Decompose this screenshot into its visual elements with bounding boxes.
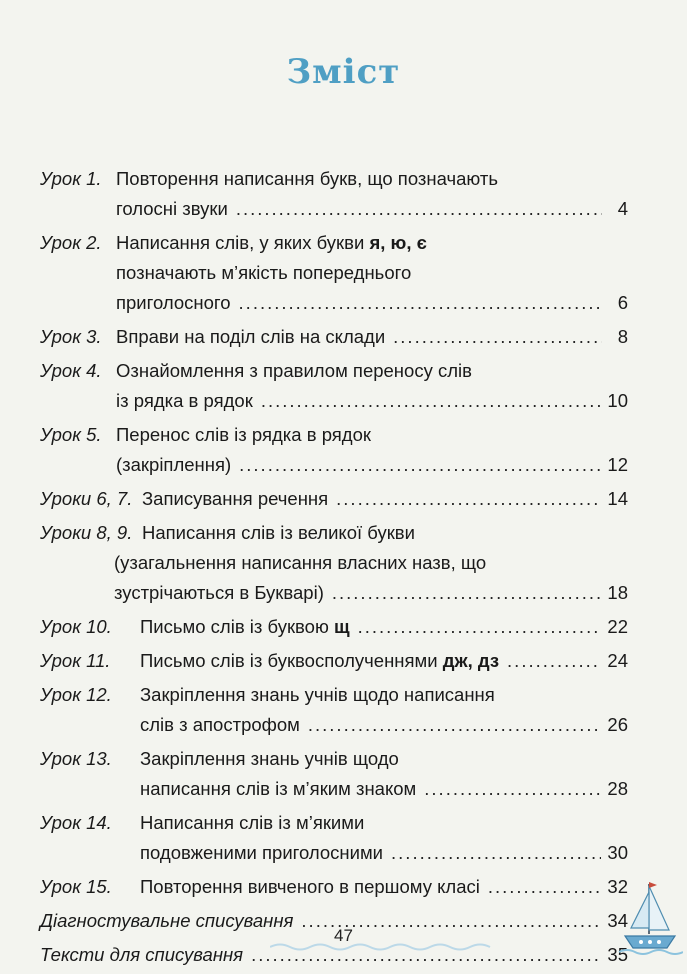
- toc-page-number: 24: [607, 650, 628, 671]
- toc-entry-line: Записування речення: [142, 488, 329, 509]
- dot-leader: [239, 450, 601, 480]
- toc-entry-label: Урок 13.: [40, 748, 112, 769]
- toc-entry-label: Урок 3.: [40, 326, 102, 347]
- toc-entry-label: Урок 15.: [40, 876, 112, 897]
- toc-page-number: 8: [617, 326, 628, 347]
- toc-entry: [40, 744, 628, 804]
- toc-entry-line: Перенос слів із рядка в рядок: [116, 424, 371, 445]
- toc-entry-line: позначають м’якість попереднього: [116, 262, 412, 283]
- toc-entry: [40, 808, 628, 868]
- toc-entry-line: Тексти для списування: [40, 944, 244, 965]
- toc-entry-label: Урок 14.: [40, 812, 112, 833]
- toc-entry-line: зустрічаються в Букварі): [114, 582, 324, 603]
- toc-bold-letters: я, ю, є: [369, 232, 427, 253]
- toc-entry: [40, 484, 628, 514]
- toc-page-number: 26: [607, 714, 628, 735]
- toc-entry-line: із рядка в рядок: [116, 390, 253, 411]
- toc-bold-letters: щ: [333, 616, 350, 637]
- toc-page-number: 6: [617, 292, 628, 313]
- dot-leader: [393, 322, 602, 352]
- toc-entry-line: Повторення вивченого в першому класі: [140, 876, 480, 897]
- toc-entry-label: Урок 2.: [40, 232, 102, 253]
- toc-page-number: 22: [607, 616, 628, 637]
- toc-entry-label: Уроки 8, 9.: [40, 522, 133, 543]
- toc-entry-line: Письмо слів із буквою щ: [140, 616, 350, 637]
- toc-entry-label: Урок 4.: [40, 360, 102, 381]
- toc-entry-label: Урок 12.: [40, 684, 112, 705]
- toc-entry-line: (узагальнення написання власних назв, що: [114, 552, 487, 573]
- toc-entry: [40, 612, 628, 642]
- toc-entry-line: Написання слів із м’якими: [140, 812, 365, 833]
- toc-entry: [40, 680, 628, 740]
- table-of-contents: [40, 164, 628, 974]
- toc-entry: [40, 356, 628, 416]
- toc-entry-line: слів з апострофом: [140, 714, 300, 735]
- toc-page-number: 30: [607, 842, 628, 863]
- dot-leader: [261, 386, 602, 416]
- toc-entry-line: (закріплення): [116, 454, 232, 475]
- toc-page-number: 35: [607, 944, 628, 965]
- dot-leader: [332, 578, 602, 608]
- toc-entry: [40, 228, 628, 318]
- toc-entry-label: Урок 10.: [40, 616, 112, 637]
- toc-entry-line: Написання слів, у яких букви я, ю, є: [116, 232, 427, 253]
- toc-entry-label: Урок 5.: [40, 424, 102, 445]
- toc-page-number: 14: [607, 488, 628, 509]
- dot-leader: [336, 484, 601, 514]
- toc-entry: [40, 322, 628, 352]
- toc-entry-label: Урок 1.: [40, 168, 102, 189]
- toc-entry-line: написання слів із м’яким знаком: [140, 778, 417, 799]
- page-title: Зміст: [286, 52, 401, 92]
- toc-entry-label: Урок 11.: [40, 650, 111, 671]
- sailboat-icon: [617, 878, 683, 958]
- page-number: 47: [334, 926, 353, 945]
- toc-entry-line: Закріплення знань учнів щодо написання: [140, 684, 495, 705]
- toc-entry: [40, 872, 628, 902]
- toc-page-number: 28: [607, 778, 628, 799]
- toc-entry-line: Вправи на поділ слів на склади: [116, 326, 386, 347]
- dot-leader: [236, 194, 602, 224]
- toc-entry: [40, 420, 628, 480]
- toc-page-number: 10: [607, 390, 628, 411]
- toc-entry-line: приголосного: [116, 292, 231, 313]
- toc-entry-label: Уроки 6, 7.: [40, 488, 133, 509]
- toc-entry-line: Написання слів із великої букви: [142, 522, 415, 543]
- toc-page-number: 32: [607, 876, 628, 897]
- dot-leader: [507, 646, 601, 676]
- toc-entry: [40, 518, 628, 608]
- toc-entry-line: Письмо слів із буквосполученнями дж, дз: [140, 650, 500, 671]
- dot-leader: [239, 288, 602, 318]
- toc-bold-letters: дж, дз: [442, 650, 500, 671]
- toc-entry: [40, 646, 628, 676]
- dot-leader: [308, 710, 602, 740]
- toc-entry-line: Закріплення знань учнів щодо: [140, 748, 399, 769]
- toc-entry: [40, 164, 628, 224]
- toc-entry-line: голосні звуки: [116, 198, 228, 219]
- dot-leader: [358, 612, 602, 642]
- toc-page-number: 12: [607, 454, 628, 475]
- toc-entry-line: подовженими приголосними: [140, 842, 384, 863]
- toc-page-number: 4: [617, 198, 628, 219]
- toc-entry-line: Діагностувальне списування: [40, 910, 294, 931]
- dot-leader: [488, 872, 602, 902]
- toc-entry-line: Ознайомлення з правилом переносу слів: [116, 360, 472, 381]
- toc-entry-line: Повторення написання букв, що позначають: [116, 168, 498, 189]
- dot-leader: [424, 774, 601, 804]
- toc-page-number: 18: [607, 582, 628, 603]
- toc-page-number: 34: [607, 910, 628, 931]
- dot-leader: [391, 838, 601, 868]
